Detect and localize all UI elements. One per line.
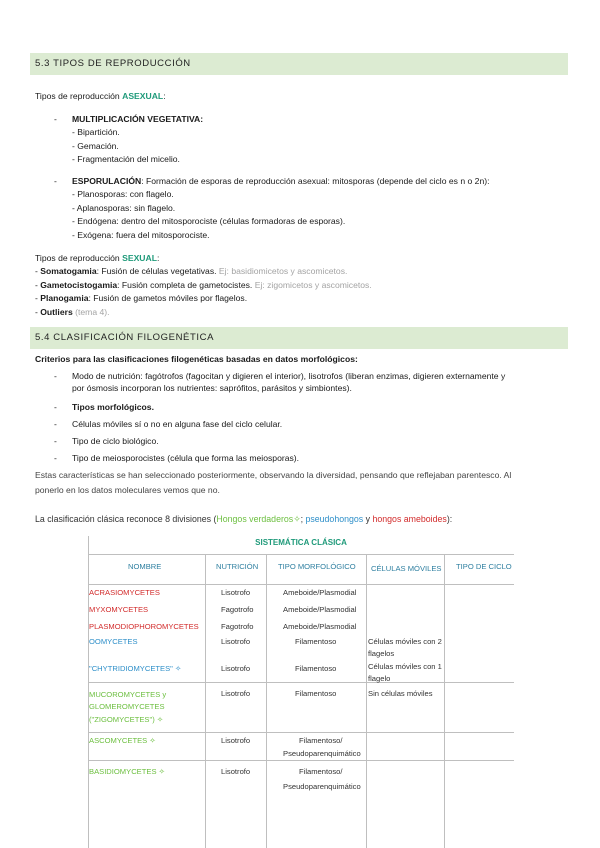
sexual-intro: Tipos de reproducción SEXUAL: bbox=[35, 253, 160, 263]
table-row-nutricion: Fagotrofo bbox=[221, 622, 254, 631]
list-item: - Bipartición. bbox=[72, 127, 120, 137]
mult-vegetativa-title: MULTIPLICACIÓN VEGETATIVA: bbox=[72, 114, 204, 124]
table-row-morfologico: Filamentoso bbox=[295, 689, 337, 698]
col-header-nombre: NOMBRE bbox=[128, 562, 162, 571]
sexual-item-planogamia: - Planogamia: Fusión de gametos móviles por flagelos. bbox=[35, 293, 248, 303]
table-row-morfologico-cont: Pseudoparenquimático bbox=[283, 749, 361, 758]
list-item: - Planosporas: con flagelo. bbox=[72, 189, 174, 199]
list-item: - Exógena: fuera del mitosporociste. bbox=[72, 229, 210, 240]
col-header-tipo-ciclo: TIPO DE CICLO bbox=[456, 562, 512, 571]
section-heading-5-4: 5.4 CLASIFICACIÓN FILOGENÉTICA bbox=[30, 327, 568, 349]
table-row-morfologico: Ameboide/Plasmodial bbox=[283, 622, 357, 631]
table-row-morfologico-cont: Pseudoparenquimático bbox=[283, 782, 361, 791]
table-row-morfologico: Filamentoso/ bbox=[299, 767, 343, 776]
table-row-morfologico: Filamentoso/ bbox=[299, 736, 343, 745]
sexual-item-gametocistogamia: - Gametocistogamia: Fusión completa de gametocistes. Ej: zigomicetos y ascomicetos. bbox=[35, 279, 372, 290]
table-row-celulas: Sin células móviles bbox=[368, 689, 433, 698]
table-row-nutricion: Lisotrofo bbox=[221, 767, 251, 776]
col-header-tipo-morfologico: TIPO MORFOLÓGICO bbox=[278, 562, 356, 571]
dash-bullet: - bbox=[54, 436, 57, 446]
table-row-name-cont: GLOMEROMYCETES bbox=[89, 702, 165, 711]
list-item: - Fragmentación del micelio. bbox=[72, 154, 180, 164]
dash-bullet: - bbox=[54, 402, 57, 412]
list-item: - Aplanosporas: sin flagelo. bbox=[72, 202, 176, 213]
paragraph-line: Estas características se han seleccionado posteriormente, observando la diversidad, pensando que reflejaban parentesco. Al bbox=[35, 470, 512, 480]
table-row-name: MYXOMYCETES bbox=[89, 605, 149, 614]
sexual-item-outliers: - Outliers (tema 4). bbox=[35, 306, 110, 317]
table-row-nutricion: Lisotrofo bbox=[221, 689, 251, 698]
dash-bullet: - bbox=[54, 371, 57, 381]
criteria-item: Modo de nutrición: fagótrofos (fagocitan y digieren el interior), lisotrofos (liberan enzimas, digieren externamente y bbox=[72, 371, 506, 381]
sexual-item-somatogamia: - Somatogamia: Fusión de células vegetativas. Ej: basidiomicetos y ascomicetos. bbox=[35, 266, 348, 276]
table-row-celulas-cont: flagelos bbox=[368, 649, 395, 658]
table-row-name: MUCOROMYCETES y bbox=[89, 690, 167, 699]
table-row-morfologico: Ameboide/Plasmodial bbox=[283, 605, 357, 614]
table-row-morfologico: Filamentoso bbox=[295, 637, 337, 646]
table-row-name: OOMYCETES bbox=[89, 637, 138, 646]
dash-bullet: - bbox=[54, 114, 57, 124]
esporulacion-line: ESPORULACIÓN: Formación de esporas de reproducción asexual: mitosporas (depende del ciclo es n o 2n): bbox=[72, 176, 490, 186]
table-row-morfologico: Filamentoso bbox=[295, 664, 337, 673]
criteria-item: Tipo de ciclo biológico. bbox=[72, 436, 159, 446]
table-row-celulas: Células móviles con 2 bbox=[368, 637, 442, 646]
sistematica-clasica-table bbox=[88, 536, 514, 848]
table-row-morfologico: Ameboide/Plasmodial bbox=[283, 588, 357, 597]
criteria-item: Tipos morfológicos. bbox=[72, 402, 154, 412]
criteria-item: Células móviles sí o no en alguna fase del ciclo celular. bbox=[72, 419, 283, 429]
table-row-nutricion: Lisotrofo bbox=[221, 637, 251, 646]
table-row-name-cont: ("ZIGOMYCETES") ✧ bbox=[89, 715, 164, 724]
classic-classification-line: La clasificación clásica reconoce 8 divisiones (Hongos verdaderos✧; pseudohongos y hongos ameboides): bbox=[35, 514, 453, 524]
list-item: - Endógena: dentro del mitosporociste (células formadoras de esporas). bbox=[72, 216, 346, 226]
table-title: SISTEMÁTICA CLÁSICA bbox=[255, 538, 347, 547]
table-row-name: ACRASIOMYCETES bbox=[89, 588, 160, 597]
table-row-name: "CHYTRIDIOMYCETES" ✧ bbox=[89, 664, 182, 673]
paragraph-line: ponerlo en los datos moleculares vemos que no. bbox=[35, 485, 220, 495]
table-row-name: ASCOMYCETES ✧ bbox=[89, 736, 156, 745]
col-header-celulas-moviles: CÉLULAS MÓVILES bbox=[371, 564, 442, 573]
table-row-nutricion: Lisotrofo bbox=[221, 736, 251, 745]
table-row-nutricion: Lisotrofo bbox=[221, 588, 251, 597]
asexual-intro: Tipos de reproducción ASEXUAL: bbox=[35, 91, 166, 101]
criteria-item: Tipo de meiosporocistes (célula que forma las meiosporas). bbox=[72, 453, 300, 463]
table-row-celulas-cont: flagelo bbox=[368, 674, 391, 683]
section-heading-5-3: 5.3 TIPOS DE REPRODUCCIÓN bbox=[30, 53, 568, 75]
criteria-title: Criterios para las clasificaciones filogenéticas basadas en datos morfológicos: bbox=[35, 354, 358, 364]
list-item: - Gemación. bbox=[72, 140, 119, 151]
col-header-nutricion: NUTRICIÓN bbox=[216, 562, 259, 571]
dash-bullet: - bbox=[54, 176, 57, 186]
dash-bullet: - bbox=[54, 419, 57, 429]
dash-bullet: - bbox=[54, 453, 57, 463]
table-row-nutricion: Lisotrofo bbox=[221, 664, 251, 673]
table-row-name: PLASMODIOPHOROMYCETES bbox=[89, 622, 199, 631]
table-row-name: BASIDIOMYCETES ✧ bbox=[89, 767, 165, 776]
table-row-celulas: Células móviles con 1 bbox=[368, 662, 442, 671]
criteria-item-cont: por ósmosis incorporan los nutrientes: saprófitos, parásitos y simbiontes). bbox=[72, 383, 352, 393]
table-row-nutricion: Fagotrofo bbox=[221, 605, 254, 614]
